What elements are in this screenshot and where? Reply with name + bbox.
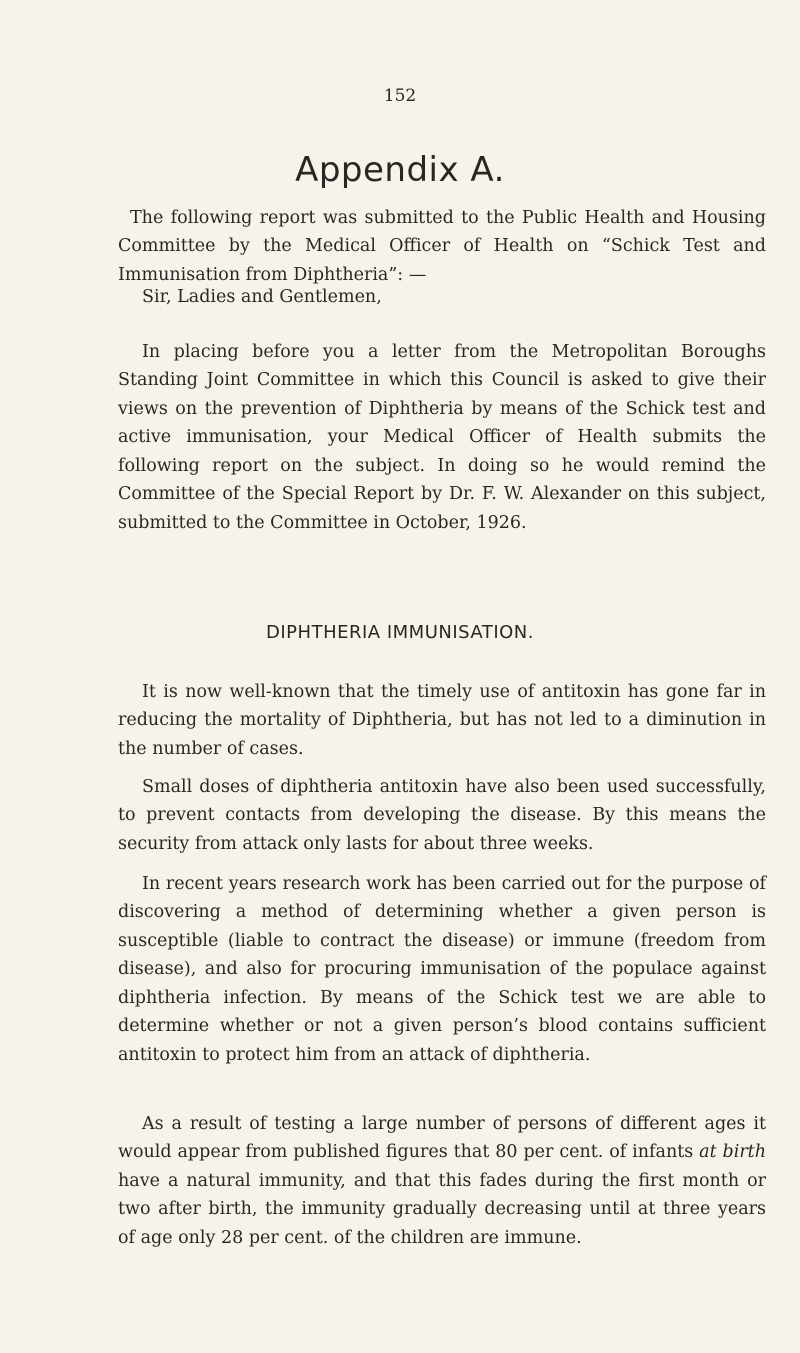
salutation: Sir, Ladies and Gentlemen, (142, 286, 382, 307)
emphasis-at-birth: at birth (699, 1142, 766, 1162)
body-paragraph-1: It is now well-known that the timely use of antitoxin has gone far in reducing the mortality of Diphtheria, but has not led to a diminution in the number of cases. (118, 681, 766, 759)
body-paragraph-3: In recent years research work has been carried out for the purpose of discovering a method of determining whether a given person is susceptible (liable to contract the disease) or immune (freedom from disease), and also for procuring immunisation of the populace against diphtheria infection. By means of the Schick test we are able to determine whether or not a given person’s blood contains sufficient antitoxin to protect him from an attack of diphtheria. (118, 873, 766, 1065)
intro-paragraph: The following report was submitted to the Public Health and Housing Committee by the Medical Officer of Health on “Schick Test and Immunisation from Diphtheria”: — (118, 207, 766, 285)
appendix-title: Appendix A. (295, 150, 505, 190)
section-heading: DIPHTHERIA IMMUNISATION. (266, 622, 534, 643)
letter-paragraph: In placing before you a letter from the Metropolitan Boroughs Standing Joint Committee in which this Council is asked to give their views on the prevention of Diphtheria by means of the Schick test and active immunisation, your Medical Officer of Health submits the following report on the subject. In doing so he would remind the Committee of the Special Report by Dr. F. W. Alexander on this subject, submitted to the Committee in October, 1926. (118, 341, 766, 533)
page-number: 152 (383, 86, 417, 106)
body-paragraph-4 (118, 1110, 766, 1253)
body-paragraph-2: Small doses of diphtheria antitoxin have also been used successfully, to prevent contacts from developing the disease. By this means the security from attack only lasts for about three weeks. (118, 776, 766, 854)
body-paragraph-4-end: have a natural immunity, and that this fades during the first month or two after birth, the immunity gradually decreasing until at three years of age only 28 per cent. of the children are immune. (118, 1170, 766, 1248)
body-paragraph-4-start: As a result of testing a large number of persons of different ages it would appear from published figures that 80 per cent. of infants (118, 1113, 766, 1162)
